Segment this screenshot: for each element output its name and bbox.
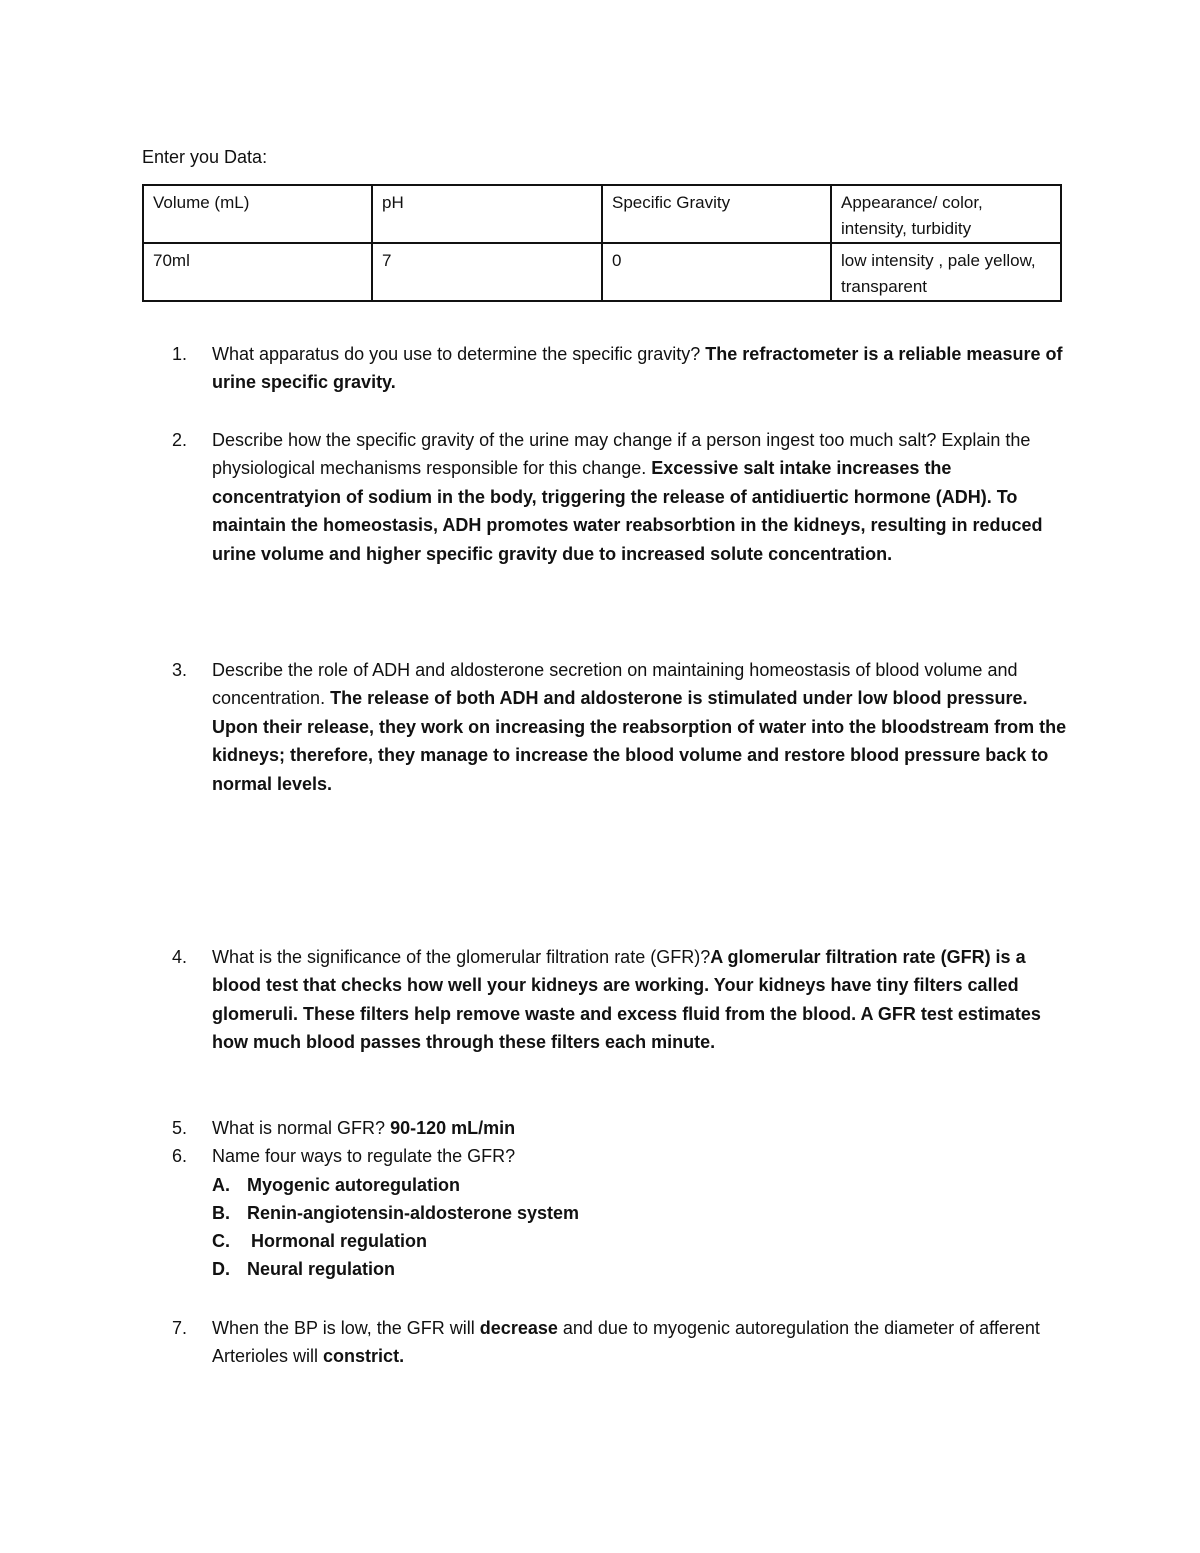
question-body <box>212 1114 1072 1142</box>
cell-ph: 7 <box>372 243 602 301</box>
answer-text: The refractometer is a reliable measure of urine specific gravity. <box>212 344 1063 393</box>
question-number: 6. <box>172 1146 188 1166</box>
answer-text-part1: decrease <box>479 1318 558 1338</box>
question-text: What is the significance of the glomerular filtration rate (GFR)? <box>212 947 711 967</box>
list-item-letter: B. <box>212 1203 230 1223</box>
list-item-letter: A. <box>212 1175 230 1195</box>
question-body <box>212 340 1072 397</box>
header-ph: pH <box>372 185 602 243</box>
question-body <box>212 943 1072 1057</box>
question-number: 2. <box>172 430 188 450</box>
cell-volume: 70ml <box>143 243 372 301</box>
question-body <box>212 1314 1072 1371</box>
cell-appearance: low intensity , pale yellow, transparent <box>831 243 1061 301</box>
list-item <box>212 1199 579 1227</box>
answer-text: Excessive salt intake increases the concentratyion of sodium in the body, triggering the release of antidiuertic hormone (ADH). To maintain the homeostasis, ADH promotes water reabsorbtion in the kidneys, resulting in reduced urine volume and higher specific gravity due to increased solute concentration. <box>212 458 1043 564</box>
question-number: 7. <box>172 1318 188 1338</box>
question-body <box>212 1142 1072 1170</box>
question-text: What apparatus do you use to determine the specific gravity? <box>212 344 701 364</box>
question-number: 3. <box>172 660 188 680</box>
header-volume: Volume (mL) <box>143 185 372 243</box>
answer-text: The release of both ADH and aldosterone is stimulated under low blood pressure. Upon their release, they work on increasing the reabsorption of water into the bloodstream from the kidneys; therefore, they manage to increase the blood volume and restore blood pressure back to normal levels. <box>212 688 1067 794</box>
list-item-text: Neural regulation <box>247 1259 396 1279</box>
list-item-text: Hormonal regulation <box>251 1231 428 1251</box>
list-item-text: Myogenic autoregulation <box>247 1175 461 1195</box>
list-item <box>212 1171 460 1199</box>
cell-specific-gravity: 0 <box>602 243 831 301</box>
list-item <box>212 1227 427 1255</box>
question-text: Name four ways to regulate the GFR? <box>212 1146 516 1166</box>
question-text: Describe the role of ADH and aldosterone secretion on maintaining homeostasis of blood volume and concentration. <box>212 660 1018 709</box>
question-text: Describe how the specific gravity of the urine may change if a person ingest too much salt? Explain the physiological mechanisms responsible for this change. <box>212 430 1031 479</box>
question-text-part1: When the BP is low, the GFR will <box>212 1318 475 1338</box>
header-appearance: Appearance/ color, intensity, turbidity <box>831 185 1061 243</box>
header-specific-gravity: Specific Gravity <box>602 185 831 243</box>
answer-text-part2: constrict. <box>323 1346 405 1367</box>
intro-heading: Enter you Data: <box>142 147 268 167</box>
question-number: 4. <box>172 947 188 967</box>
question-text: What is normal GFR? <box>212 1118 386 1138</box>
question-text-part2: and due to myogenic autoregulation the diameter of afferent Arterioles will <box>212 1318 1040 1367</box>
data-table <box>142 184 1062 302</box>
answer-text: 90-120 mL/min <box>390 1118 516 1138</box>
table-header-row <box>143 185 1061 243</box>
question-body <box>212 426 1072 568</box>
question-body <box>212 656 1072 798</box>
answer-text: A glomerular filtration rate (GFR) is a blood test that checks how well your kidneys are working. Your kidneys have tiny filters called glomeruli. These filters help remove waste and excess fluid from the blood. A GFR test estimates how much blood passes through these filters each minute. <box>212 947 1041 1053</box>
table-row <box>143 243 1061 301</box>
list-item <box>212 1255 395 1283</box>
list-item-text: Renin-angiotensin-aldosterone system <box>247 1203 580 1223</box>
list-item-letter: C. <box>212 1231 230 1251</box>
list-item-letter: D. <box>212 1259 230 1279</box>
question-number: 5. <box>172 1118 188 1138</box>
question-number: 1. <box>172 344 188 364</box>
